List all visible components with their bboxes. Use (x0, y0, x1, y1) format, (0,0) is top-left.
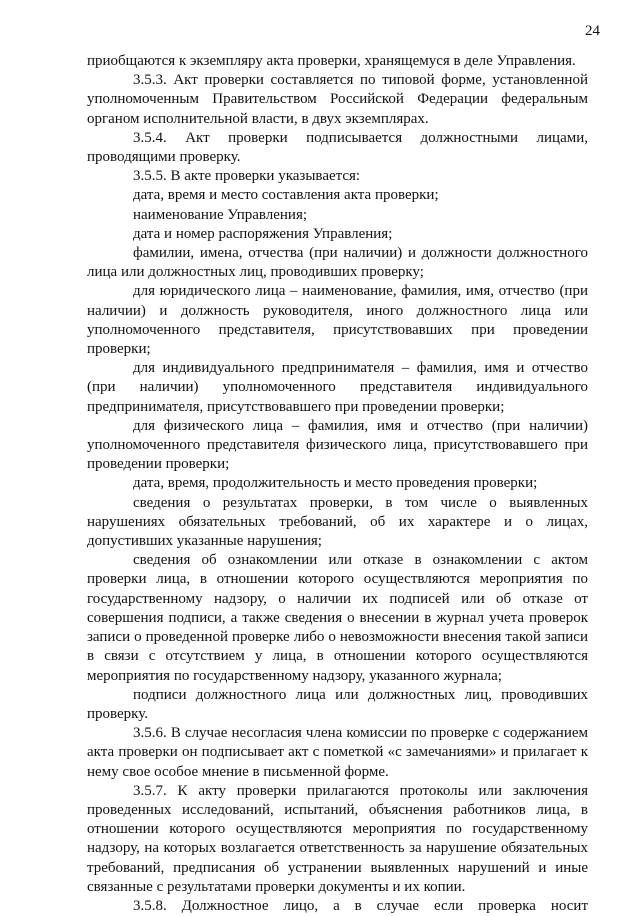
paragraph-3-5-8: 3.5.8. Должностное лицо, а в случае если проверка носит (133, 897, 588, 914)
list-item-inspection-time: дата, время, продолжительность и место проведения проверки; (133, 475, 538, 492)
paragraph-3-5-3: 3.5.3. Акт проверки составляется по типовой форме, установленной уполномоченным Правительством Российской Федерации федеральным органом исполнительной власти, в двух экземплярах. (87, 72, 588, 127)
paragraph-3-5-5: 3.5.5. В акте проверки указывается: (133, 168, 361, 185)
list-item-results: сведения о результатах проверки, в том числе о выявленных нарушениях обязательных требований, об их характере и о лицах, допустивших указанные нарушения; (87, 494, 588, 550)
list-item-inspectors: фамилии, имена, отчества (при наличии) и должности должностного лица или должностных лиц, проводивших проверку; (87, 245, 588, 281)
paragraph-continuation: приобщаются к экземпляру акта проверки, хранящемуся в деле Управления. (87, 53, 576, 69)
list-item-entrepreneur: для индивидуального предпринимателя – фамилия, имя и отчество (при наличии) уполномоченного представителя индивидуального предпринимателя, присутствовавшего при проведении проверки; (87, 360, 588, 415)
list-item-familiarization: сведения об ознакомлении или отказе в ознакомлении с актом проверки лица, в отношении которого осуществляются мероприятия по государственному надзору, о наличии их подписей или об отказе от совершения подписи, а также сведения о внесении в журнал учета проверок записи о проведенной проверке либо о невозможности внесения такой записи в связи с отсутствием у лица, в отношении которого осуществляются мероприятия по государственному надзору, указанного журнала; (87, 552, 588, 684)
list-item-legal-entity: для юридического лица – наименование, фамилия, имя, отчество (при наличии) и должность руководителя, иного должностного лица или уполномоченного представителя, присутствовавших при проведении проверки; (87, 283, 588, 358)
document-body (87, 52, 588, 916)
page-number: 24 (585, 23, 600, 39)
list-item-authority-name: наименование Управления; (133, 206, 308, 223)
list-item-individual: для физического лица – фамилия, имя и отчество (при наличии) уполномоченного представителя физического лица, присутствовавшего при проведении проверки; (87, 417, 588, 473)
paragraph-3-5-4: 3.5.4. Акт проверки подписывается должностными лицами, проводящими проверку. (87, 129, 588, 166)
paragraph-3-5-6: 3.5.6. В случае несогласия члена комиссии по проверке с содержанием акта проверки он подписывает акт с пометкой «с замечаниями» и прилагает к нему свое особое мнение в письменной форме. (87, 725, 588, 780)
paragraph-3-5-7: 3.5.7. К акту проверки прилагаются протоколы или заключения проведенных исследований, испытаний, объяснения работников лица, в отношении которого осуществляются мероприятия по государственному надзору, на которых возлагается ответственность за нарушение обязательных требований, предписания об устранении выявленных нарушений и иные связанные с результатами проверки документы и их копии. (87, 782, 588, 895)
list-item-signatures: подписи должностного лица или должностных лиц, проводивших проверку. (87, 686, 588, 722)
list-item-date-place: дата, время и место составления акта проверки; (133, 187, 439, 204)
list-item-order-number: дата и номер распоряжения Управления; (133, 225, 393, 242)
